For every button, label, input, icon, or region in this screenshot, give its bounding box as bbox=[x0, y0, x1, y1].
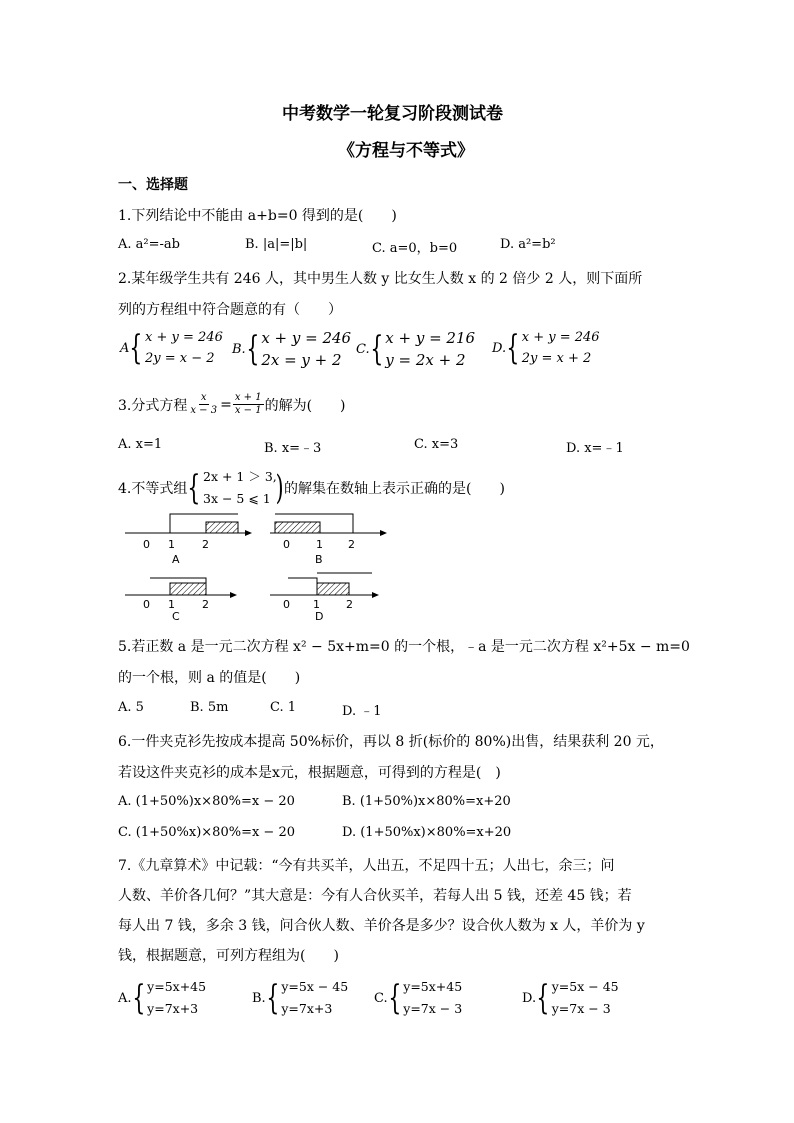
axis-tick-0: 0 bbox=[283, 538, 290, 551]
number-line-b bbox=[270, 514, 387, 566]
q7-option-b-label: B. bbox=[252, 990, 266, 1006]
q2-option-a bbox=[120, 327, 223, 369]
q7-option-d bbox=[522, 976, 619, 1020]
choice-label-d: D bbox=[315, 610, 324, 623]
brace-icon: { bbox=[506, 328, 520, 368]
q1-option-c: C. a=0，b=0 bbox=[372, 241, 458, 256]
q7-b-eq2: y=7x+3 bbox=[281, 1001, 333, 1016]
q2-option-b bbox=[232, 327, 351, 371]
q7-option-c bbox=[374, 976, 462, 1020]
q4-ineq1: 2x + 1 ＞ 3, bbox=[203, 469, 277, 484]
q7-option-b bbox=[252, 976, 348, 1020]
number-line-d bbox=[270, 573, 379, 623]
q2-stem-line2: 列的方程组中符合题意的有（ ） bbox=[118, 302, 342, 318]
q2-c-eq1: x + y = 216 bbox=[385, 329, 476, 347]
number-line-c bbox=[125, 578, 237, 623]
q3-option-b: B. x=﹣3 bbox=[264, 441, 322, 456]
q4-stem-post: 的解集在数轴上表示正确的是( ) bbox=[284, 481, 505, 497]
q6-option-b: B. (1+50%)x×80%=x+20 bbox=[342, 794, 511, 809]
axis-tick-0: 0 bbox=[143, 598, 150, 611]
q2-option-a-label: A bbox=[120, 340, 130, 356]
q4-ineq2: 3x − 5 ⩽ 1 bbox=[203, 491, 271, 506]
q7-b-eq1: y=5x − 45 bbox=[281, 979, 349, 994]
q1-option-b: B. |a|=|b| bbox=[245, 237, 308, 252]
axis-tick-1: 1 bbox=[316, 538, 323, 551]
q4-stem bbox=[118, 466, 505, 510]
q7-option-a bbox=[118, 976, 206, 1020]
axis-tick-2: 2 bbox=[348, 538, 355, 551]
axis-tick-2: 2 bbox=[202, 598, 209, 611]
q3-frac1-num: x bbox=[200, 392, 207, 403]
axis-tick-0: 0 bbox=[283, 598, 290, 611]
brace-icon: { bbox=[369, 329, 383, 369]
brace-icon: { bbox=[266, 978, 279, 1018]
q7-a-eq2: y=7x+3 bbox=[147, 1001, 199, 1016]
axis-tick-2: 2 bbox=[346, 598, 353, 611]
q4-number-lines bbox=[110, 508, 410, 623]
section-heading: 一、选择题 bbox=[118, 177, 188, 193]
axis-tick-2: 2 bbox=[202, 538, 209, 551]
q1-option-d: D. a²=b² bbox=[500, 237, 556, 252]
q6-stem-line2: 若设这件夹克衫的成本是x元，根据题意，可得到的方程是( ) bbox=[118, 765, 501, 781]
q6-stem-line1: 6.一件夹克衫先按成本提高 50%标价，再以 8 折(标价的 80%)出售，结果获利 20 元， bbox=[118, 734, 664, 750]
brace-icon: { bbox=[131, 978, 145, 1018]
q3-option-a: A. x=1 bbox=[118, 437, 163, 452]
q5-option-c: C. 1 bbox=[270, 700, 297, 715]
q7-stem-line4: 钱，根据题意，可列方程组为( ) bbox=[118, 948, 339, 964]
q7-stem-line3: 每人出 7 钱，多余 3 钱，问合伙人数、羊价各是多少？设合伙人数为 x 人，羊价为 y bbox=[118, 918, 645, 934]
q7-d-eq2: y=7x − 3 bbox=[551, 1001, 611, 1016]
q3-stem bbox=[118, 392, 346, 417]
q2-d-eq1: x + y = 246 bbox=[521, 330, 600, 345]
q3-fraction-left bbox=[188, 392, 219, 417]
choice-label-b: B bbox=[315, 553, 323, 566]
q2-b-eq1: x + y = 246 bbox=[261, 329, 352, 347]
q7-c-eq1: y=5x+45 bbox=[403, 979, 463, 994]
q2-a-eq1: x + y = 246 bbox=[145, 330, 223, 345]
axis-tick-1: 1 bbox=[168, 598, 175, 611]
axis-tick-1: 1 bbox=[313, 598, 320, 611]
brace-icon: { bbox=[129, 328, 143, 368]
q4-stem-pre: 4.不等式组 bbox=[118, 481, 188, 497]
q3-equals: = bbox=[220, 396, 232, 413]
brace-icon: { bbox=[246, 329, 259, 369]
q2-d-eq2: 2y = x + 2 bbox=[521, 351, 592, 366]
q7-option-c-label: C. bbox=[374, 990, 388, 1006]
q3-stem-pre: 3.分式方程 bbox=[118, 397, 188, 414]
q3-option-d: D. x=﹣1 bbox=[566, 441, 624, 456]
q5-option-a: A. 5 bbox=[118, 700, 144, 715]
q5-option-b: B. 5m bbox=[190, 700, 229, 715]
q7-stem-line2: 人数、羊价各几何？”其大意是：今有人合伙买羊，若每人出 5 钱，还差 45 钱；若 bbox=[118, 888, 632, 904]
q2-option-d-label: D. bbox=[492, 340, 507, 356]
q7-d-eq1: y=5x − 45 bbox=[551, 979, 619, 994]
choice-label-c: C bbox=[172, 610, 180, 623]
q7-c-eq2: y=7x − 3 bbox=[403, 1001, 463, 1016]
q3-frac1-den: x − 3 bbox=[190, 405, 218, 416]
q1-option-a: A. a²=-ab bbox=[118, 237, 180, 252]
q2-option-d bbox=[492, 327, 600, 369]
q2-b-eq2: 2x = y + 2 bbox=[261, 351, 342, 369]
axis-tick-0: 0 bbox=[143, 538, 150, 551]
q7-option-d-label: D. bbox=[522, 990, 537, 1006]
axis-tick-1: 1 bbox=[168, 538, 175, 551]
q2-a-eq2: 2y = x − 2 bbox=[145, 351, 215, 366]
q5-option-d: D. ﹣1 bbox=[342, 704, 382, 719]
q2-stem-line1: 2.某年级学生共有 246 人，其中男生人数 y 比女生人数 x 的 2 倍少 2 人，则下面所 bbox=[118, 271, 643, 287]
q6-option-d: D. (1+50%x)×80%=x+20 bbox=[342, 825, 512, 840]
page-title: 中考数学一轮复习阶段测试卷 bbox=[282, 104, 503, 124]
q7-a-eq1: y=5x+45 bbox=[147, 979, 207, 994]
q3-stem-post: 的解为( ) bbox=[264, 397, 346, 414]
q3-option-c: C. x=3 bbox=[414, 437, 459, 452]
q1-stem: 1.下列结论中不能由 a+b=0 得到的是( ) bbox=[118, 208, 397, 224]
q6-option-a: A. (1+50%)x×80%=x − 20 bbox=[118, 794, 295, 809]
q6-option-c: C. (1+50%x)×80%=x − 20 bbox=[118, 825, 295, 840]
q7-stem-line1: 7.《九章算术》中记载：“今有共买羊，人出五，不足四十五；人出七，余三；问 bbox=[118, 858, 615, 874]
q2-option-c bbox=[356, 327, 475, 371]
q2-option-b-label: B. bbox=[232, 341, 246, 357]
brace-icon: { bbox=[387, 978, 401, 1018]
brace-icon: ) bbox=[275, 468, 284, 508]
q2-c-eq2: y = 2x + 2 bbox=[385, 351, 466, 369]
q3-fraction-right bbox=[233, 392, 264, 417]
brace-icon: { bbox=[536, 978, 550, 1018]
q5-stem-line2: 的一个根，则 a 的值是( ) bbox=[118, 670, 301, 686]
brace-icon: { bbox=[187, 468, 201, 508]
choice-label-a: A bbox=[172, 553, 180, 566]
number-line-a bbox=[125, 514, 252, 566]
q3-frac2-num: x + 1 bbox=[234, 392, 262, 403]
q7-option-a-label: A. bbox=[118, 990, 132, 1006]
q3-frac2-den: x − 1 bbox=[234, 405, 262, 416]
page-subtitle: 《方程与不等式》 bbox=[338, 141, 474, 161]
q2-option-c-label: C. bbox=[356, 341, 370, 357]
q5-stem-line1: 5.若正数 a 是一元二次方程 x² − 5x+m=0 的一个根，﹣a 是一元二次方程 x²+5x − m=0 bbox=[118, 639, 690, 655]
